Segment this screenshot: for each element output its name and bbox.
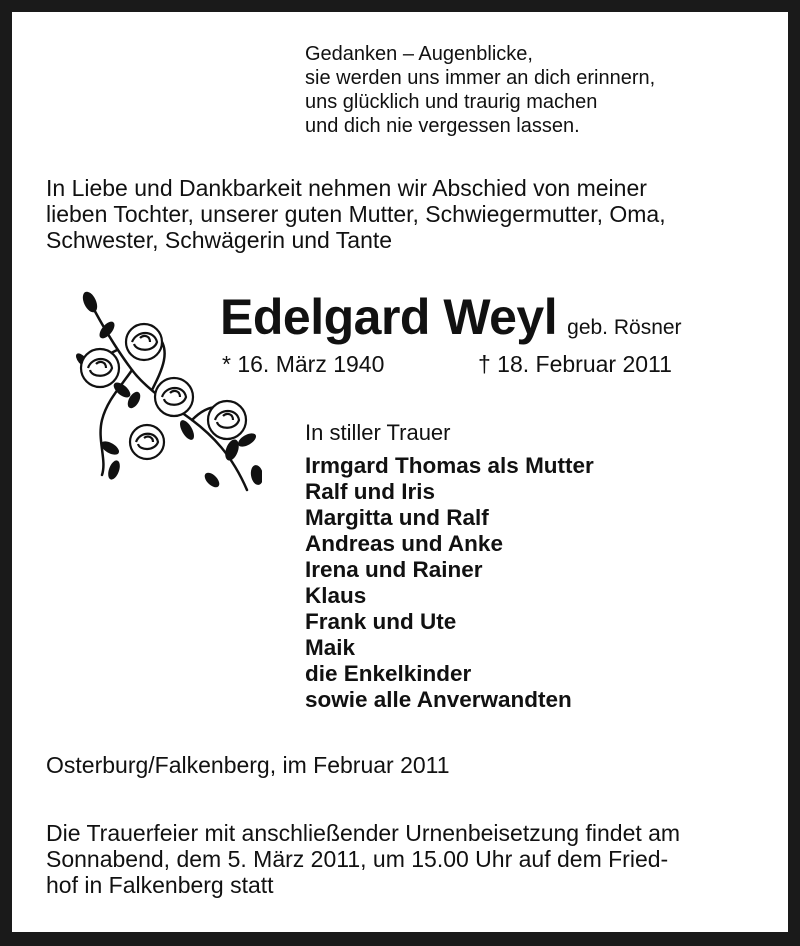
mourner-entry: Andreas und Anke bbox=[305, 531, 503, 556]
mourner-entry: Maik bbox=[305, 635, 356, 660]
birth-name: geb. Rösner bbox=[567, 316, 682, 339]
intro-text bbox=[46, 175, 666, 253]
intro-line: In Liebe und Dankbarkeit nehmen wir Abschied von meiner bbox=[46, 175, 647, 201]
intro-line: Schwester, Schwägerin und Tante bbox=[46, 227, 393, 253]
poem-line: Gedanken – Augenblicke, bbox=[305, 43, 533, 65]
mourner-entry: Margitta und Ralf bbox=[305, 505, 489, 530]
service-line: Die Trauerfeier mit anschließender Urnenbeisetzung findet am bbox=[46, 820, 681, 846]
deceased-name: Edelgard Weyl bbox=[220, 289, 558, 345]
poem-line: uns glücklich und traurig machen bbox=[305, 91, 598, 113]
deceased-name-row bbox=[220, 288, 682, 346]
service-line: Sonnabend, dem 5. März 2011, um 15.00 Uhr auf dem Fried- bbox=[46, 846, 669, 872]
poem-line: und dich nie vergessen lassen. bbox=[305, 115, 580, 137]
place-and-date: Osterburg/Falkenberg, im Februar 2011 bbox=[46, 752, 450, 778]
mourner-entry: Irena und Rainer bbox=[305, 557, 483, 582]
mourner-entry: sowie alle Anverwandten bbox=[305, 687, 572, 712]
poem-line: sie werden uns immer an dich erinnern, bbox=[305, 67, 656, 89]
mourning-label: In stiller Trauer bbox=[305, 420, 451, 445]
intro-line: lieben Tochter, unserer guten Mutter, Schwiegermutter, Oma, bbox=[46, 201, 666, 227]
death-date: † 18. Februar 2011 bbox=[478, 351, 672, 377]
mourner-entry: Frank und Ute bbox=[305, 609, 457, 634]
mourners-list bbox=[305, 453, 594, 713]
mourner-entry: Klaus bbox=[305, 583, 367, 608]
mourner-entry: Irmgard Thomas als Mutter bbox=[305, 453, 594, 478]
mourner-entry: Ralf und Iris bbox=[305, 479, 436, 504]
service-line: hof in Falkenberg statt bbox=[46, 872, 274, 898]
funeral-service-info bbox=[46, 820, 680, 898]
obituary-notice bbox=[12, 12, 788, 932]
mourner-entry: die Enkelkinder bbox=[305, 661, 472, 686]
birth-date: * 16. März 1940 bbox=[222, 351, 385, 377]
poem bbox=[305, 42, 655, 138]
